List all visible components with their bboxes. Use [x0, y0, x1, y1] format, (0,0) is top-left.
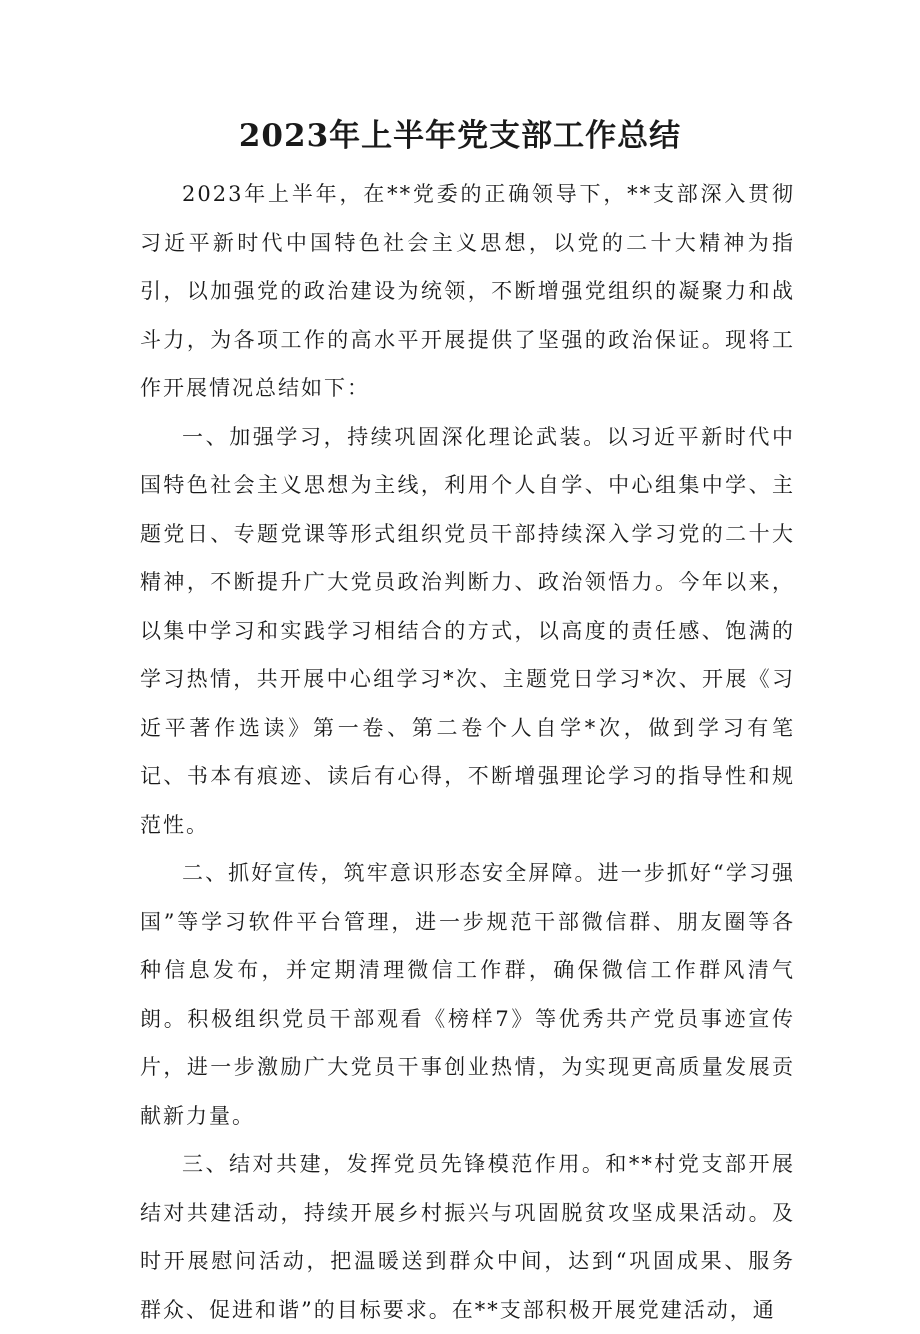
- document-body: [140, 170, 795, 1334]
- paragraph-publicity: 二、抓好宣传，筑牢意识形态安全屏障。进一步抓好“学习强国”等学习软件平台管理，进一步规范干部微信群、朋友圈等各种信息发布，并定期清理微信工作群，确保微信工作群风清气朗。积极组织党员干部观看《榜样7》等优秀共产党员事迹宣传片，进一步激励广大党员干事创业热情，为实现更高质量发展贡献新力量。: [140, 861, 795, 1128]
- paragraph-pairing: 三、结对共建，发挥党员先锋模范作用。和**村党支部开展结对共建活动，持续开展乡村振兴与巩固脱贫攻坚成果活动。及时开展慰问活动，把温暖送到群众中间，达到“巩固成果、服务群众、促进和谐”的目标要求。在**支部积极开展党建活动，通: [140, 1152, 795, 1322]
- document-title: 2023年上半年党支部工作总结: [238, 118, 682, 154]
- paragraph-intro: 2023年上半年，在**党委的正确领导下，**支部深入贯彻习近平新时代中国特色社会主义思想，以党的二十大精神为指引，以加强党的政治建设为统领，不断增强党组织的凝聚力和战斗力，为各项工作的高水平开展提供了坚强的政治保证。现将工作开展情况总结如下：: [140, 182, 795, 400]
- paragraph-study: 一、加强学习，持续巩固深化理论武装。以习近平新时代中国特色社会主义思想为主线，利用个人自学、中心组集中学、主题党日、专题党课等形式组织党员干部持续深入学习党的二十大精神，不断提升广大党员政治判断力、政治领悟力。今年以来，以集中学习和实践学习相结合的方式，以高度的责任感、饱满的学习热情，共开展中心组学习*次、主题党日学习*次、开展《习近平著作选读》第一卷、第二卷个人自学*次，做到学习有笔记、书本有痕迹、读后有心得，不断增强理论学习的指导性和规范性。: [140, 424, 795, 837]
